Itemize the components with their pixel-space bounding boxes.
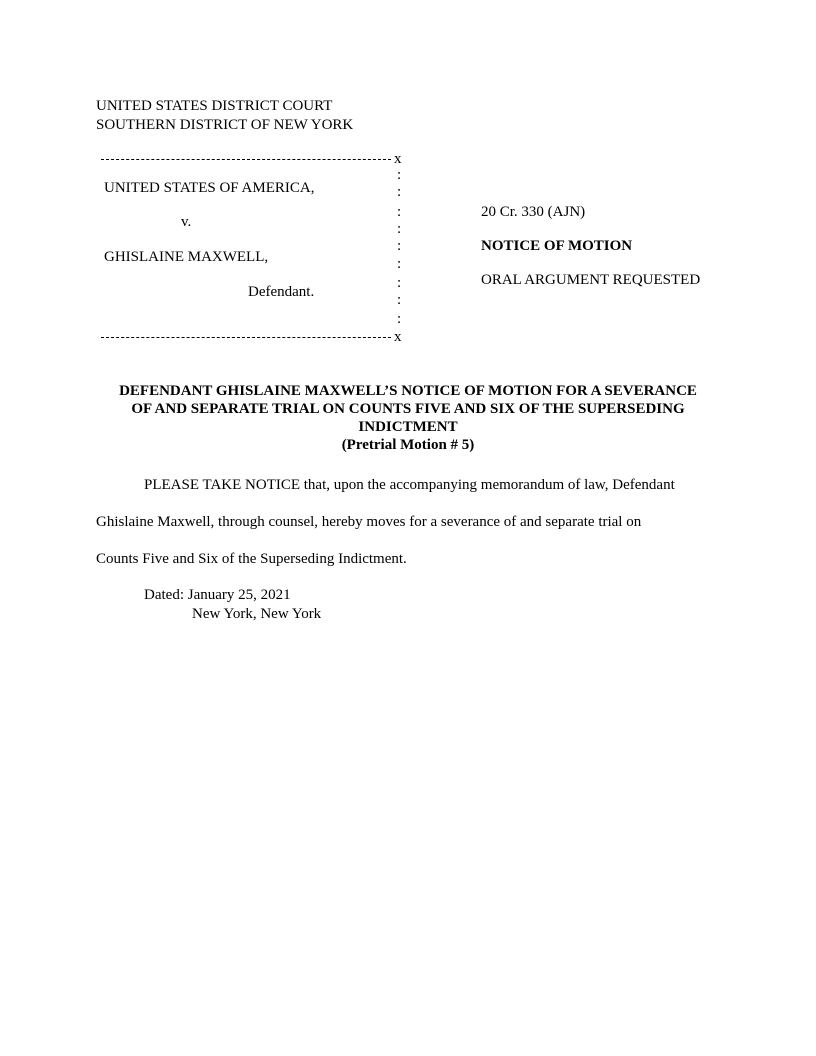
caption-colon: :: [397, 256, 402, 272]
motion-subtitle: (Pretrial Motion # 5): [341, 437, 475, 453]
oral-argument-request: ORAL ARGUMENT REQUESTED: [481, 272, 701, 288]
caption-colon: :: [397, 238, 402, 254]
body-paragraph-line: PLEASE TAKE NOTICE that, upon the accompanying memorandum of law, Defendant: [144, 477, 675, 493]
caption-bottom-x: x: [394, 329, 402, 345]
dated-location: New York, New York: [192, 606, 322, 622]
versus-label: v.: [181, 214, 192, 230]
caption-colon: :: [397, 204, 402, 220]
defendant-name: GHISLAINE MAXWELL,: [104, 249, 269, 265]
defendant-role: Defendant.: [248, 284, 315, 300]
motion-title-line: INDICTMENT: [358, 419, 458, 435]
motion-title-line: DEFENDANT GHISLAINE MAXWELL’S NOTICE OF MOTION FOR A SEVERANCE: [119, 383, 697, 399]
motion-title-line: OF AND SEPARATE TRIAL ON COUNTS FIVE AND SIX OF THE SUPERSEDING: [131, 401, 685, 417]
plaintiff-name: UNITED STATES OF AMERICA,: [104, 180, 315, 196]
caption-bottom-rule: [101, 337, 391, 338]
caption-colon: :: [397, 221, 402, 237]
caption-colon: :: [397, 184, 402, 200]
caption-top-x: x: [394, 151, 402, 167]
caption-colon: :: [397, 167, 402, 183]
caption-colon: :: [397, 311, 402, 327]
body-paragraph-line: Ghislaine Maxwell, through counsel, hereby moves for a severance of and separate trial on: [96, 514, 642, 530]
body-paragraph-line: Counts Five and Six of the Superseding Indictment.: [96, 551, 407, 567]
caption-colon: :: [397, 275, 402, 291]
court-district: SOUTHERN DISTRICT OF NEW YORK: [96, 117, 354, 133]
court-name: UNITED STATES DISTRICT COURT: [96, 98, 333, 114]
case-number: 20 Cr. 330 (AJN): [481, 204, 586, 220]
caption-top-rule: [101, 159, 391, 160]
caption-colon: :: [397, 292, 402, 308]
document-type: NOTICE OF MOTION: [481, 238, 633, 254]
dated-line: Dated: January 25, 2021: [144, 587, 291, 603]
